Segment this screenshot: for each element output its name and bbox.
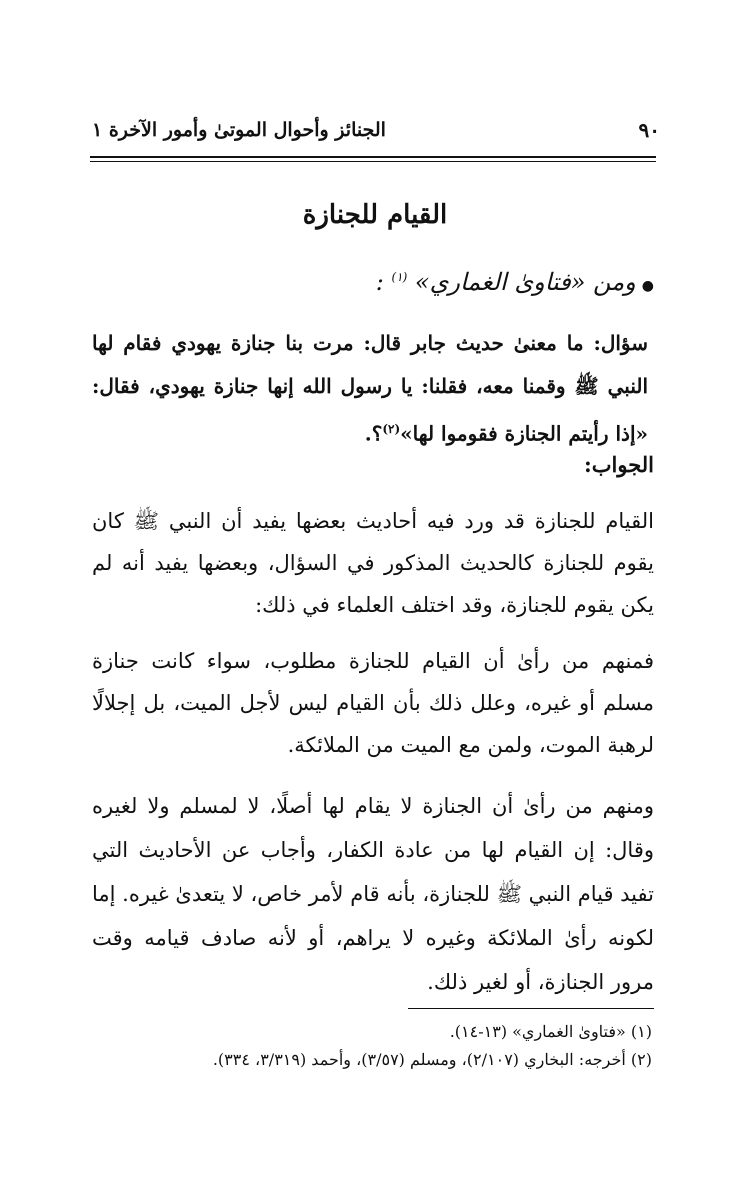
section-title: القيام للجنازة <box>302 200 448 230</box>
intro-line <box>92 268 654 296</box>
running-title: الجنائز وأحوال الموتىٰ وأمور الآخرة ١ <box>92 119 386 141</box>
footnote-1: (١) «فتاوىٰ الغماري» (١٣-١٤). <box>449 1022 652 1041</box>
answer-paragraph-2: فمنهم من رأىٰ أن القيام للجنازة مطلوب، سواء كانت جنازة مسلم أو غيره، وعلل ذلك بأن القيام ليس لأجل الميت، بل إجلالًا لرهبة الموت، ولمن مع الميت من الملائكة. <box>92 649 654 757</box>
bullet-icon: ● <box>641 278 654 294</box>
intro-text: ومن «فتاوىٰ الغماري» <box>414 268 636 296</box>
question-tail: ؟. <box>364 421 383 446</box>
answer-label: الجواب: <box>584 452 654 477</box>
page-number: ٩٠ <box>638 118 660 142</box>
question-text: سؤال: ما معنىٰ حديث جابر قال: مرت بنا جنازة يهودي فقام لها النبي ﷺ وقمنا معه، فقلنا: يا رسول الله إنها جنازة يهودي، فقال: «إذا رأيتم الجنازة فقوموا لها» <box>92 331 648 446</box>
question-block <box>92 322 652 456</box>
footnote-ref-1: (١) <box>391 270 408 284</box>
footnote-2: (٢) أخرجه: البخاري (٢/١٠٧)، ومسلم (٣/٥٧)، وأحمد (٣/٣١٩، ٣٣٤). <box>212 1050 652 1069</box>
answer-paragraph-1: القيام للجنازة قد ورد فيه أحاديث بعضها يفيد أن النبي ﷺ كان يقوم للجنازة كالحديث المذكور في السؤال، وبعضها يفيد أنه لم يكن يقوم للجنازة، وقد اختلف العلماء في ذلك: <box>92 509 654 617</box>
page-header <box>92 112 660 148</box>
footnote-ref-2: (٢) <box>382 422 401 436</box>
footnote-separator <box>408 1008 654 1009</box>
header-rule-thin <box>90 161 656 162</box>
header-rule-thick <box>90 156 656 158</box>
intro-colon: : <box>375 268 384 296</box>
footnotes <box>92 1018 652 1074</box>
answer-paragraph-3: ومنهم من رأىٰ أن الجنازة لا يقام لها أصلًا، لا لمسلم ولا لغيره وقال: إن القيام لها من عادة الكفار، وأجاب عن الأحاديث التي تفيد قيام النبي ﷺ للجنازة، بأنه قام لأمر خاص، لا يتعدىٰ غيره. إما لكونه رأىٰ الملائكة وغيره لا يراهم، أو لأنه صادف قيامه وقت مرور الجنازة، أو لغير ذلك. <box>91 794 655 994</box>
